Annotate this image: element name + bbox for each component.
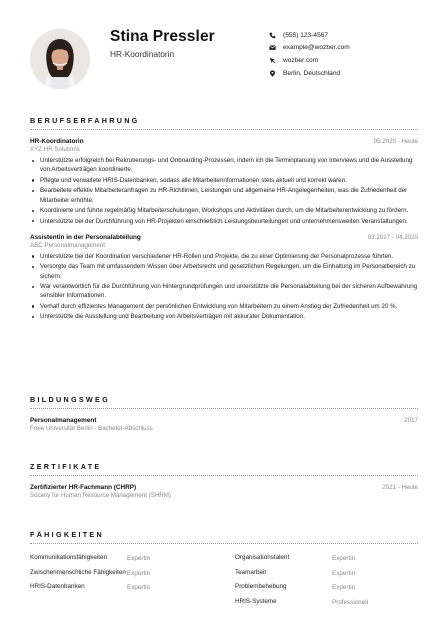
section-title-skills: FÄHIGKEITEN (30, 530, 418, 544)
candidate-title: HR-Koordinatorin (110, 49, 175, 59)
contact-website-text: wozber.com (283, 56, 319, 64)
entry-school: Freie Universität Berlin - Bachelor-Abschluss (30, 425, 153, 432)
skill-name: HRIS-Datenbanken (30, 583, 85, 591)
skill-name: Organisationstalent (235, 554, 290, 562)
contact-email-text: example@wozber.com (283, 44, 350, 52)
entry-issuer: Society for Human Resource Management (SHRM) (30, 492, 171, 499)
location-icon (268, 69, 277, 78)
skill-level: Expertin (127, 569, 151, 577)
skill-level: Professionell (332, 598, 369, 606)
entry-role: HR-Koordinatorin (30, 138, 84, 145)
section-experience (30, 116, 418, 330)
skill-name: Kommunikationsfähigkeiten (30, 554, 108, 562)
skill-item (235, 581, 418, 594)
skill-name: Zwischenmenschliche Fähigkeiten (30, 568, 126, 576)
entry-date: 03.2017 - 04.2020 (367, 233, 418, 241)
skills-grid (30, 552, 418, 610)
certificate-entry (30, 484, 418, 499)
bullet-item: Unterstützte bei der Durchführung von HR-Projekten einschließlich Leistungsbeurteilungen und unternehmensweiten Veranstaltungen. (40, 217, 418, 226)
experience-entry (30, 234, 418, 322)
skill-name: Problembehebung (235, 583, 287, 591)
candidate-name: Stina Pressler (110, 28, 215, 45)
mail-icon (268, 43, 277, 52)
section-education (30, 395, 418, 440)
contact-website[interactable] (268, 54, 350, 67)
entry-bullets (30, 252, 418, 322)
entry-date: 05.2020 - Heute (373, 138, 418, 145)
entry-certificate: Zertifizierter HR-Fachmann (CHRP) (30, 484, 137, 491)
entry-company: ABC Personalmanagement (30, 241, 105, 249)
bullet-item: Unterstützte die Ausstellung und Bearbeitung von Arbeitsverträgen mit akkurater Dokumentation. (40, 312, 418, 321)
bullet-item: War verantwortlich für die Durchführung von Hintergrundprüfungen und unterstützte die Personalabteilung bei der sicheren Aufbewahrung sensibler Informationen. (40, 283, 418, 300)
bullet-item: Versorgte das Team mit umfassendem Wissen über Arbeitsrecht und gesetzlichen Regelungen, um die Einhaltung im Personalbereich zu sichern. (40, 262, 418, 281)
contact-location (268, 67, 350, 80)
skill-item (235, 596, 418, 609)
bullet-item: Verhalf durch effizientes Management der persönlichen Entwicklung von Mitarbeitern zu einem Anstieg der Zufriedenheit um 20 %. (40, 302, 418, 311)
skill-level: Expertin (332, 555, 356, 562)
skills-column-left (30, 552, 213, 610)
skill-item (30, 552, 213, 565)
phone-icon (268, 31, 277, 40)
skill-item (235, 567, 418, 580)
section-title-certificates: ZERTIFIKATE (30, 462, 418, 476)
entry-date: 2017 (404, 417, 418, 424)
skill-level: Expertin (332, 569, 356, 577)
section-title-experience: BERUFSERFAHRUNG (30, 116, 418, 130)
skill-level: Expertin (332, 584, 356, 591)
contact-list (268, 29, 350, 79)
contact-phone-text: (555) 123-4567 (283, 31, 329, 39)
entry-bullets (30, 156, 418, 226)
entry-company: XYZ HR Solutions (30, 146, 80, 153)
skill-level: Expertin (127, 584, 151, 591)
skill-item (30, 581, 213, 594)
bullet-item: Unterstützte erfolgreich bei Rekrutierungs- und Onboarding-Prozessen, indem ich die Terminplanung von Interviews und die Ausstellung von Arbeitsverträgen koordinierte. (40, 156, 418, 175)
bullet-item: Pflegte und verwaltete HRIS-Datenbanken, sodass alle Mitarbeiterinformationen stets aktuell und korrekt waren. (40, 176, 418, 185)
section-title-education: BILDUNGSWEG (30, 395, 418, 409)
profile-photo (30, 29, 90, 89)
contact-phone (268, 29, 350, 42)
skill-item (235, 552, 418, 565)
skill-level: Expertin (127, 555, 151, 562)
entry-date: 2021 - Heute (382, 484, 418, 491)
education-entry (30, 417, 418, 432)
contact-location-text: Berlin, Deutschland (283, 69, 341, 77)
entry-role: Assistentin in der Personalabteilung (30, 233, 141, 241)
skills-column-right (235, 552, 418, 610)
contact-email[interactable] (268, 42, 350, 55)
bullet-item: Unterstützte bei der Koordination verschiedener HR-Rollen und Projekte, die zu einer Optimierung der Personalprozesse führten. (40, 252, 418, 261)
section-certificates (30, 462, 418, 507)
bullet-item: Koordinierte und führte regelmäßig Mitarbeiterschulungen, Workshops und Aktivitäten durch, um die Mitarbeiterentwicklung zu fördern. (40, 206, 418, 215)
link-icon (268, 56, 277, 65)
section-skills (30, 530, 418, 610)
skill-name: HRIS-Systeme (235, 597, 277, 605)
skill-name: Teamarbeit (235, 568, 267, 576)
skill-item (30, 567, 213, 580)
experience-entry (30, 138, 418, 226)
entry-degree: Personalmanagement (30, 417, 97, 424)
bullet-item: Bearbeitete effektiv Mitarbeiteranfragen zu HR-Richtlinien, Leistungen und allgemeine HR-Angelegenheiten, was die Zufriedenheit der Mitarbeiter erhöhte. (40, 186, 418, 205)
resume-header (30, 0, 418, 106)
